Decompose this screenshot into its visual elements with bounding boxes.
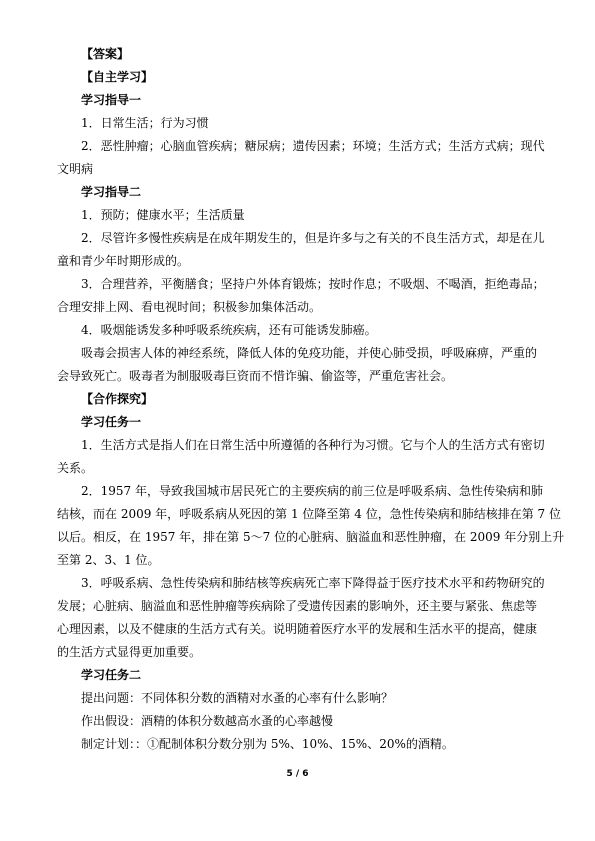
guide2-title: 学习指导二 (81, 185, 142, 199)
task1-item1-line2: 关系。 (57, 461, 94, 475)
guide1-item1: 1．日常生活；行为习惯 (81, 116, 209, 130)
guide2-item2-line2: 童和青少年时期形成的。 (57, 254, 190, 268)
task2-title: 学习任务二 (81, 668, 142, 682)
task1-item2-line4: 至第 2、3、1 位。 (57, 553, 160, 567)
drug-paragraph-line1: 吸毒会损害人体的神经系统，降低人体的免疫功能，并使心肺受损，呼吸麻痹，严重的 (81, 346, 538, 360)
page-number: 5 / 6 (286, 769, 309, 779)
task1-item2-line1: 2．1957 年，导致我国城市居民死亡的主要疾病的前三位是呼吸系病、急性传染病和肺 (81, 484, 543, 498)
guide2-item4: 4．吸烟能诱发多种呼吸系统疾病，还有可能诱发肺癌。 (81, 323, 377, 337)
section-heading-zizhu: 【自主学习】 (81, 70, 154, 84)
guide1-title: 学习指导一 (81, 93, 142, 107)
guide1-item2-line2: 文明病 (57, 162, 94, 176)
task2-question: 提出问题：不同体积分数的酒精对水蚤的心率有什么影响？ (81, 691, 394, 705)
guide2-item3-line2: 合理安排上网、看电视时间；积极参加集体活动。 (57, 300, 322, 314)
task1-title: 学习任务一 (81, 415, 142, 429)
task1-item3-line1: 3．呼吸系病、急性传染病和肺结核等疾病死亡率下降得益于医疗技术水平和药物研究的 (81, 576, 545, 590)
drug-paragraph-line2: 会导致死亡。吸毒者为制服吸毒巨资而不惜诈骗、偷盗等，严重危害社会。 (57, 369, 454, 383)
guide2-item1: 1．预防；健康水平；生活质量 (81, 208, 245, 222)
task1-item3-line3: 心理因素，以及不健康的生活方式有关。说明随着医疗水平的发展和生活水平的提高，健康 (57, 622, 538, 636)
guide2-item2-line1: 2．尽管许多慢性疾病是在成年期发生的，但是许多与之有关的不良生活方式，却是在儿 (81, 231, 545, 245)
task1-item3-line4: 的生活方式显得更加重要。 (57, 645, 202, 659)
section-heading-hezuo: 【合作探究】 (81, 392, 154, 406)
task2-plan: 制定计划：：①配制体积分数分别为 5%、10%、15%、20%的酒精。 (81, 737, 454, 751)
guide1-item2-line1: 2．恶性肿瘤；心脑血管疾病；糖尿病；遗传因素；环境；生活方式；生活方式病；现代 (81, 139, 545, 153)
task1-item1-line1: 1．生活方式是指人们在日常生活中所遵循的各种行为习惯。它与个人的生活方式有密切 (81, 438, 545, 452)
guide2-item3-line1: 3．合理营养，平衡膳食；坚持户外体育锻炼；按时作息；不吸烟、不喝酒，拒绝毒品； (81, 277, 545, 291)
task1-item2-line2: 结核，而在 2009 年，呼吸系病从死因的第 1 位降至第 4 位，急性传染病和肺结核排在第 7 位 (57, 507, 561, 521)
answer-heading: 【答案】 (81, 47, 130, 61)
task1-item2-line3: 以后。相反，在 1957 年，排在第 5～7 位的心脏病、脑溢血和恶性肿瘤，在 2009 年分别上升 (57, 530, 565, 544)
task2-hypothesis: 作出假设：酒精的体积分数越高水蚤的心率越慢 (81, 714, 334, 728)
task1-item3-line2: 发展；心脏病、脑溢血和恶性肿瘤等疾病除了受遗传因素的影响外，还主要与紧张、焦虑等 (57, 599, 538, 613)
